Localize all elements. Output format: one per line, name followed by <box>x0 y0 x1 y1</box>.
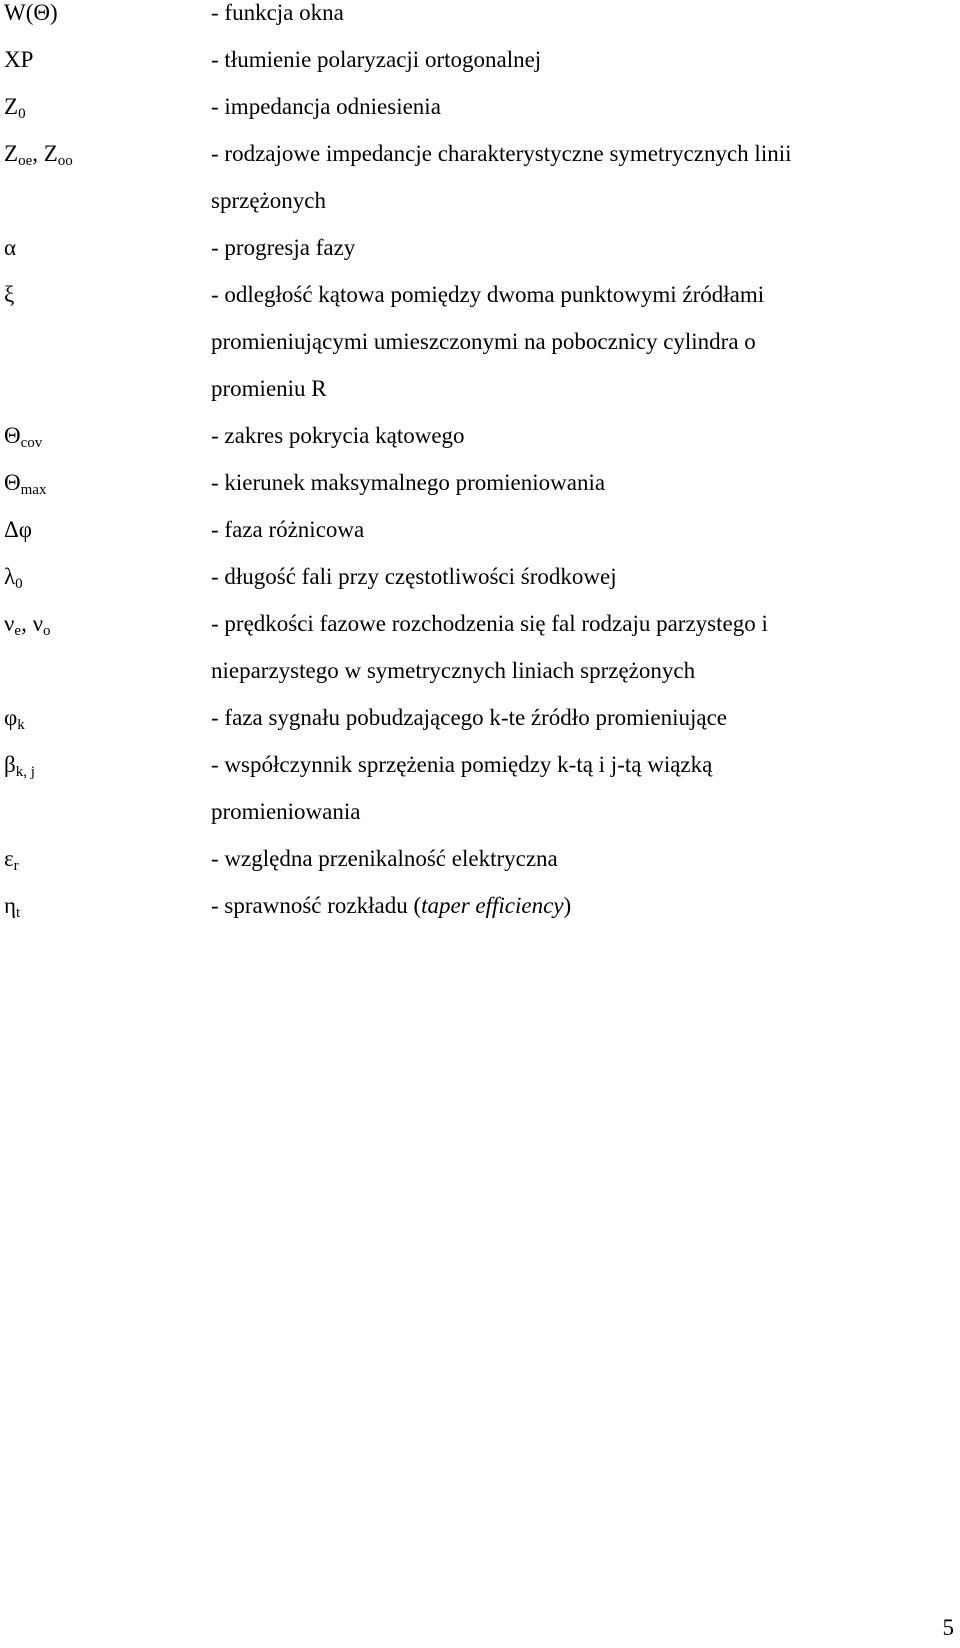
symbol-description <box>211 283 951 401</box>
symbol: $\beta_{k, j}$ <box>4 752 35 780</box>
description-line: - współczynnik sprzężenia pomiędzy k-tą i j-tą wiązką <box>211 752 713 777</box>
description-line: promieniowania <box>211 799 361 824</box>
description-line: - zakres pokrycia kątowego <box>211 423 465 448</box>
symbol: $\eta_t$ <box>4 893 21 921</box>
symbol: $\lambda_0$ <box>4 564 23 592</box>
symbol-description <box>211 847 951 871</box>
description-line: - funkcja okna <box>211 0 344 25</box>
symbol: XP <box>4 47 34 72</box>
symbol: ξ <box>4 282 15 307</box>
description-line: - prędkości fazowe rozchodzenia się fal rodzaju parzystego i <box>211 611 768 636</box>
description-line: - odległość kątowa pomiędzy dwoma punktowymi źródłami <box>211 282 765 307</box>
symbol-description <box>211 565 951 589</box>
description-line: sprzężonych <box>211 188 326 213</box>
description-line: - rodzajowe impedancje charakterystyczne symetrycznych linii <box>211 141 792 166</box>
description-line: - długość fali przy częstotliwości środkowej <box>211 564 617 589</box>
description-line: - impedancja odniesienia <box>211 94 441 119</box>
symbol: $\Theta_{max}$ <box>4 470 47 498</box>
symbol-description <box>211 518 951 542</box>
symbol: Δφ <box>4 517 33 542</box>
symbol-description <box>211 142 951 213</box>
symbol-description <box>211 95 951 119</box>
symbol: $Z_0$ <box>4 94 26 122</box>
symbol-description <box>211 1 951 25</box>
description-line: promieniu R <box>211 376 327 401</box>
symbol-description <box>211 48 951 72</box>
symbol-description <box>211 894 951 918</box>
symbol-description <box>211 753 951 824</box>
symbol-description <box>211 612 951 683</box>
symbol-description <box>211 471 951 495</box>
description-line: - progresja fazy <box>211 235 356 260</box>
description-line: - faza różnicowa <box>211 517 365 542</box>
symbol: $Z_{oe}$, $Z_{oo}$ <box>4 141 73 169</box>
symbol-description <box>211 424 951 448</box>
symbol: $\nu_e$, $\nu_o$ <box>4 611 51 639</box>
description-line: - kierunek maksymalnego promieniowania <box>211 470 606 495</box>
italic-term: taper efficiency <box>421 893 564 918</box>
symbol-description <box>211 706 951 730</box>
description-line: promieniującymi umieszczonymi na pobocznicy cylindra o <box>211 329 756 354</box>
description-line: nieparzystego w symetrycznych liniach sprzężonych <box>211 658 696 683</box>
symbol: $\varepsilon_r$ <box>4 846 19 874</box>
symbol-description <box>211 236 951 260</box>
description-line: - tłumienie polaryzacji ortogonalnej <box>211 47 542 72</box>
description-line: - względna przenikalność elektryczna <box>211 846 558 871</box>
page-number: 5 <box>942 1615 954 1640</box>
description-line: - faza sygnału pobudzającego k-te źródło promieniujące <box>211 705 727 730</box>
symbol: W(Θ) <box>4 0 58 25</box>
symbol: α <box>4 235 17 260</box>
description-line: - sprawność rozkładu (taper efficiency) <box>211 893 572 918</box>
symbol: $\Theta_{cov}$ <box>4 423 43 451</box>
symbol: $\varphi_k$ <box>4 705 25 733</box>
